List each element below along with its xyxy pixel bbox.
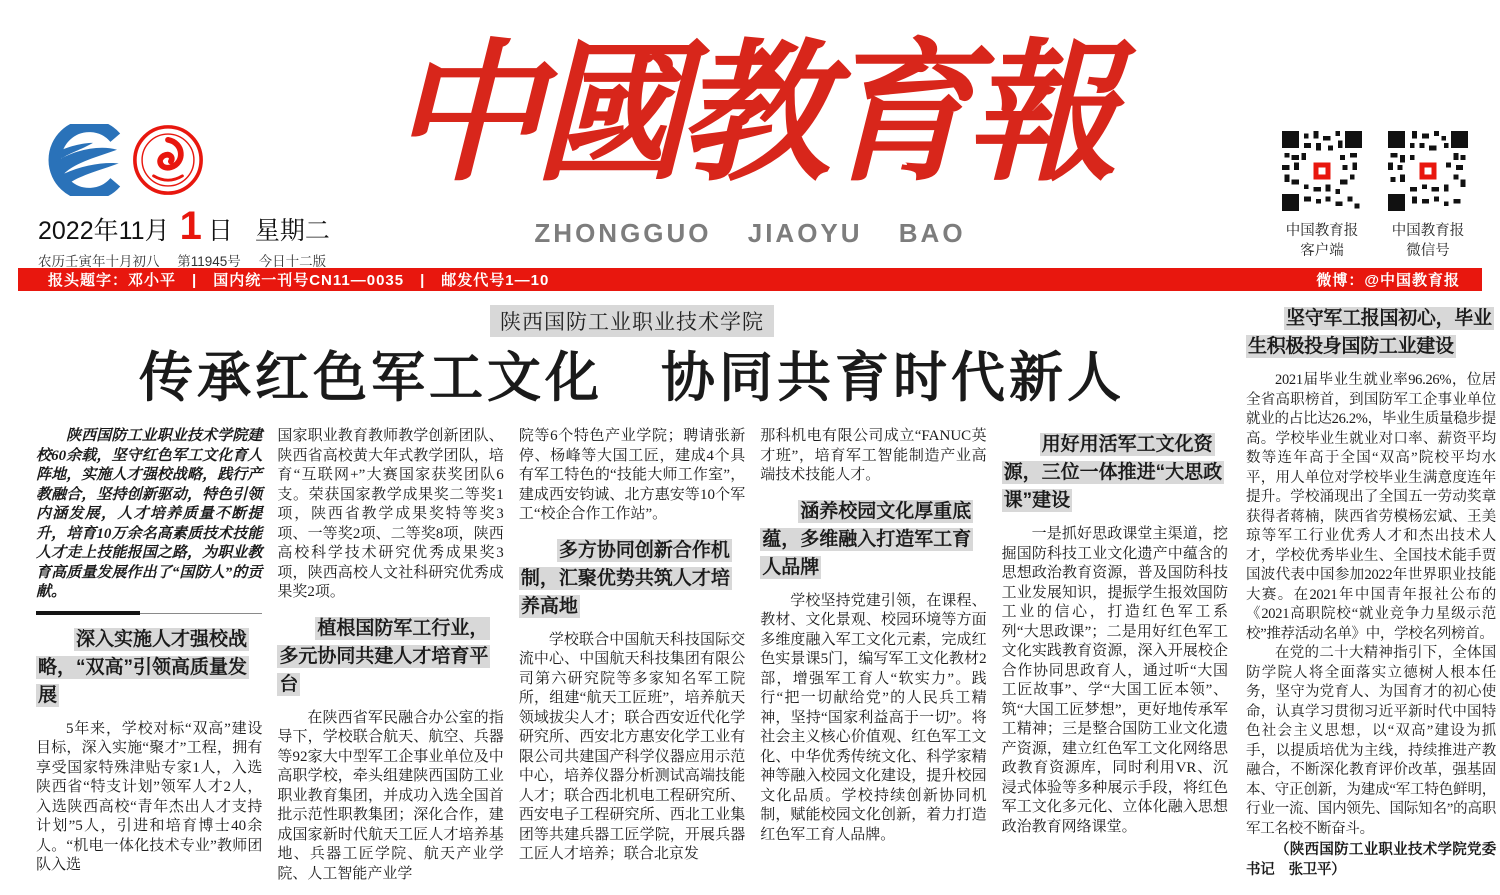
main-article xyxy=(36,303,1228,895)
newspaper-title-calligraphy: 中國教育報 xyxy=(390,31,1110,199)
brand-block xyxy=(38,126,338,270)
qr-code-area xyxy=(1282,131,1468,261)
subhead-text: 用好用活军工文化资源，三位一体推进“大思政课”建设 xyxy=(1003,434,1223,512)
subhead-text: 深入实施人才强校战略，“双高”引领高质量发展 xyxy=(38,628,248,706)
article-columns xyxy=(36,427,1228,884)
qr-wechat-label-line2: 微信号 xyxy=(1406,242,1450,259)
intro-paragraph: 陕西国防工业职业技术学院建校60余载，坚守红色军工文化育人阵地，实施人才强校战略，践行产教融合，坚持创新驱动，特色引领内涵发展，人才培养质量不断提升，培育10万余名高素质技术技能人才走上技能报国之路，为职业教育高质量发展作出了“国防人”的贡献。 xyxy=(36,428,263,601)
info-bar-left: 报头题字：邓小平 | 国内统一刊号CN11—0035 | 邮发代号1—10 xyxy=(48,272,550,289)
article-kicker: 陕西国防工业职业技术学院 xyxy=(490,305,774,337)
column-5 xyxy=(1002,427,1228,884)
column-3 xyxy=(519,427,745,884)
section-subhead xyxy=(1002,431,1228,515)
subhead-text: 坚守军工报国初心，毕业生积极投身国防工业建设 xyxy=(1248,308,1492,357)
date-year-month: 2022年11月 xyxy=(38,217,170,245)
article-headline: 传承红色军工文化 协同共育时代新人 xyxy=(139,348,1125,408)
qr-code-icon xyxy=(1282,198,1362,215)
paragraph: 在陕西省军民融合办公室的指导下，学校联合航天、航空、兵器等92家大中型军工企事业单位及中高职学校，牵头组建陕西国防工业职业教育集团，并成功入选全国首批示范性职教集团；深化合作，建成国家新时代航天工匠人才培养基地、兵器工匠学院、航天产业学院、人工智能产业学 xyxy=(277,709,504,882)
subhead-text: 多方协同创新合作机制，汇聚优势共筑人才培养高地 xyxy=(520,539,730,617)
kicker-row xyxy=(36,305,1228,337)
section-subhead xyxy=(519,537,745,621)
column-2 xyxy=(277,427,503,884)
qr-wechat xyxy=(1388,131,1468,261)
qr-client-app xyxy=(1282,131,1362,261)
column-1 xyxy=(36,427,262,884)
intro-divider xyxy=(36,610,262,614)
qr-client-label xyxy=(1282,222,1362,261)
front-page-content xyxy=(0,291,1500,895)
newspaper-title-pinyin: ZHONGGUO JIAOYU BAO xyxy=(534,218,966,248)
issue-info xyxy=(38,250,338,270)
qr-wechat-label xyxy=(1388,222,1468,261)
article-signature: （陕西国防工业职业技术学院党委书记 张卫平） xyxy=(1246,842,1496,878)
publication-date xyxy=(38,206,338,247)
section-subhead xyxy=(36,626,262,710)
date-day-suffix: 日 xyxy=(207,217,233,245)
subhead-text: 涵养校园文化厚重底蕴，多维融入打造军工育人品牌 xyxy=(762,500,972,578)
paragraph: 一是抓好思政课堂主渠道，挖掘国防科技工业文化遗产中蕴含的思想政治教育资源，普及国防科技工业发展知识，提振学生报效国防工业的信心，打造红色军工系列“大思政课”；二是用好红色军工文化实践教育资源，深入开展校企合作协同思政育人，通过听“大国工匠故事”、学“大国工匠本领”、筑“大国工匠梦想”，更好地传承军工精神；三是整合国防工业文化遗产资源，建立红色军工文化网络思政教育资源库，同时利用VR、沉浸式体验等多种展示手段，将红色军工文化多元化、立体化融入思想政治教育网络课堂。 xyxy=(1001,526,1229,835)
china-education-press-logo-icon xyxy=(38,124,124,201)
paragraph: 在党的二十大精神指引下，全体国防学院人将全面落实立德树人根本任务，坚守为党育人、为国育才的初心使命，认真学习贯彻习近平新时代中国特色社会主义思想，以“双高”建设为抓手，以提质培优为主线，持续推进产教融合，不断深化教育评价改革，强基固本、守正创新，为建成“军工特色鲜明，行业一流、国内领先、国际知名”的高职军工名校不断奋斗。 xyxy=(1246,645,1496,837)
issue-number: 第11945号 xyxy=(177,254,241,269)
anniversary-seal-icon xyxy=(132,124,204,201)
info-bar-weibo: 微博：@中国教育报 xyxy=(1316,272,1460,289)
column-4 xyxy=(760,427,986,884)
sidebar-article xyxy=(1246,303,1496,895)
paragraph: 2021届毕业生就业率96.26%，位居全省高职榜首，到国防军工企事业单位就业的占比达26.2%，毕业生质量稳步提高。学校毕业生就业对口率、薪资平均数等连年高于全国“双高”院校平均水平，用人单位对学校毕业生满意度连年提升。学校涌现出了全国五一劳动奖章获得者蒋楠，陕西省劳模杨宏斌、王美琼等军工行业优秀人才和杰出技术人才，学校优秀毕业生、全国技术能手贾国波代表中国参加2022年世界职业技能大赛。在2021年中国青年报社公布的《2021高职院校“就业竞争力星级示范校”推荐活动名单》中，学校名列榜首。 xyxy=(1246,372,1496,642)
qr-client-label-line2: 客户端 xyxy=(1300,242,1344,259)
pages-today: 今日十二版 xyxy=(258,254,327,269)
newspaper-masthead xyxy=(0,0,1500,268)
paragraph: 5年来，学校对标“双高”建设目标，深入实施“聚才”工程，拥有享受国家特殊津贴专家1人，入选陕西省“特支计划”领军人才2人，入选陕西高校“青年杰出人才支持计划”5人，引进和培育博士40余人。“机电一体化技术专业”教师团队入选 xyxy=(36,720,263,874)
weekday: 星期二 xyxy=(254,217,330,245)
paragraph: 那科机电有限公司成立“FANUC英才班”，培育军工智能制造产业高端技术技能人才。 xyxy=(760,428,987,484)
paragraph: 院等6个特色产业学院；聘请张新停、杨峰等大国工匠，建成4个具有军工特色的“技能大师工作室”，建成西安钧诚、北方惠安等10个军工“校企合作工作站”。 xyxy=(518,428,746,523)
lunar-date: 农历壬寅年十月初八 xyxy=(38,254,160,269)
paragraph: 学校坚持党建引领，在课程、教材、文化景观、校园环境等方面多维度融入军工文化元素，完成红色实景课5门，编写军工文化教材2部，增强军工育人“软实力”。践行“把一切献给党”的人民兵工精神，坚持“国家利益高于一切”。将社会主义核心价值观、红色军工文化、中华优秀传统文化、科学家精神等融入校园文化建设，提升校园文化品质。学校持续创新协同机制，赋能校园文化创新，着力打造红色军工育人品牌。 xyxy=(760,592,987,843)
date-day: 1 xyxy=(179,204,202,248)
sidebar-subhead xyxy=(1246,305,1496,361)
section-subhead xyxy=(277,615,503,699)
paragraph: 国家职业教育教师教学创新团队、陕西省高校黄大年式教学团队，培育“互联网+”大赛国家获奖团队6支。荣获国家教学成果奖二等奖1项，陕西省教学成果奖特等奖3项、一等奖2项、二等奖8项，陕西高校科学技术研究优秀成果奖3项，陕西高校人文社科研究优秀成果奖2项。 xyxy=(277,428,504,601)
paragraph: 学校联合中国航天科技国际交流中心、中国航天科技集团有限公司第六研究院等多家知名军工院所，组建“航天工匠班”，培养航天领域拔尖人才；联合西安近代化学研究所、西安北方惠安化学工业有限公司共建国产科学仪器应用示范中心，培养仪器分析测试高端技能人才；联合西北机电工程研究所、西安电子工程研究所、西北工业集团等共建兵器工匠学院，开展兵器工匠人才培养；联合北京发 xyxy=(518,631,746,863)
qr-wechat-label-line1: 中国教育报 xyxy=(1391,223,1465,239)
section-subhead xyxy=(760,498,986,582)
masthead-title-block xyxy=(390,20,1110,249)
subhead-text: 植根国防军工行业，多元协同共建人才培育平台 xyxy=(279,617,489,695)
qr-client-label-line1: 中国教育报 xyxy=(1285,223,1359,239)
masthead-info-bar xyxy=(18,268,1482,291)
qr-code-icon xyxy=(1388,198,1468,215)
